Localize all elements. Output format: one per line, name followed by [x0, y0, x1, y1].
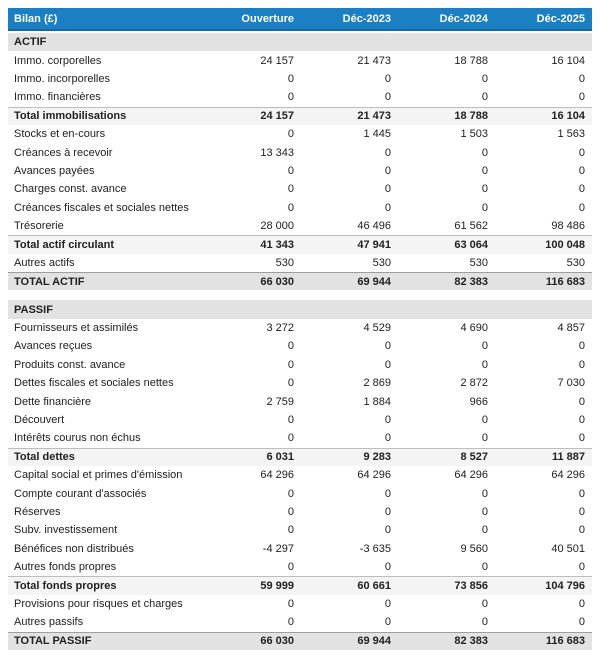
cell-value: 69 944	[357, 635, 391, 648]
cell-value: 0	[384, 183, 391, 196]
cell-value: -3 635	[359, 542, 391, 555]
cell-value: 82 383	[454, 635, 488, 648]
table-row	[8, 613, 592, 631]
cell-value: 530	[469, 256, 488, 269]
cell-value: 0	[481, 616, 488, 629]
cell-value: 66 030	[260, 635, 294, 648]
row-label: Immo. incorporelles	[14, 72, 110, 85]
cell-value: 0	[287, 128, 294, 141]
cell-value: 0	[481, 561, 488, 574]
cell-value: 104 796	[545, 580, 585, 593]
cell-value: 0	[578, 616, 585, 629]
row-label: Provisions pour risques et charges	[14, 597, 183, 610]
table-row	[8, 143, 592, 161]
cell-value: 0	[287, 524, 294, 537]
cell-value: 0	[287, 377, 294, 390]
cell-value: 0	[578, 597, 585, 610]
table-row	[8, 632, 592, 650]
section-header-row	[8, 33, 592, 51]
cell-value: 0	[578, 340, 585, 353]
table-row	[8, 429, 592, 447]
table-row	[8, 217, 592, 235]
cell-value: 0	[481, 432, 488, 445]
table-row	[8, 448, 592, 466]
table-row	[8, 484, 592, 502]
cell-value: 0	[384, 72, 391, 85]
table-row	[8, 70, 592, 88]
table-row	[8, 392, 592, 410]
row-label: Intérêts courus non échus	[14, 432, 141, 445]
table-row	[8, 411, 592, 429]
table-row	[8, 88, 592, 106]
cell-value: -4 297	[262, 542, 294, 555]
cell-value: 0	[384, 91, 391, 104]
cell-value: 0	[578, 395, 585, 408]
cell-value: 0	[384, 524, 391, 537]
row-label: Total fonds propres	[14, 580, 117, 593]
cell-value: 0	[287, 597, 294, 610]
table-row	[8, 521, 592, 539]
cell-value: 0	[384, 146, 391, 159]
cell-value: 4 857	[557, 322, 585, 335]
cell-value: 0	[384, 616, 391, 629]
cell-value: 24 157	[260, 110, 294, 123]
cell-value: 4 690	[460, 322, 488, 335]
cell-value: 13 343	[260, 146, 294, 159]
cell-value: 0	[578, 201, 585, 214]
cell-value: 21 473	[357, 110, 391, 123]
cell-value: 11 887	[551, 451, 585, 464]
cell-value: 0	[384, 505, 391, 518]
cell-value: 0	[287, 616, 294, 629]
cell-value: 41 343	[260, 238, 294, 251]
cell-value: 0	[384, 340, 391, 353]
row-label: Bénéfices non distribués	[14, 542, 134, 555]
cell-value: 0	[578, 487, 585, 500]
cell-value: 0	[481, 597, 488, 610]
table-row	[8, 107, 592, 125]
row-label: Créances à recevoir	[14, 146, 113, 159]
table-row	[8, 180, 592, 198]
cell-value: 0	[481, 146, 488, 159]
cell-value: 69 944	[357, 275, 391, 288]
cell-value: 0	[481, 524, 488, 537]
cell-value: 0	[287, 164, 294, 177]
table-row	[8, 503, 592, 521]
table-row	[8, 374, 592, 392]
row-label: Découvert	[14, 414, 65, 426]
cell-value: 0	[578, 432, 585, 445]
cell-value: 0	[481, 487, 488, 500]
cell-value: 3 272	[266, 322, 294, 335]
cell-value: 0	[287, 340, 294, 353]
row-label: Autres actifs	[14, 256, 75, 269]
row-label: Dettes fiscales et sociales nettes	[14, 377, 174, 390]
table-row	[8, 272, 592, 290]
cell-value: 0	[384, 358, 391, 371]
table-body	[8, 33, 592, 650]
row-label: Dette financière	[14, 395, 92, 408]
table-row	[8, 235, 592, 253]
cell-value: 0	[578, 505, 585, 518]
cell-value: 82 383	[454, 275, 488, 288]
cell-value: 0	[578, 146, 585, 159]
cell-value: 116 683	[545, 635, 585, 648]
cell-value: 1 563	[557, 128, 585, 141]
cell-value: 9 283	[363, 451, 391, 464]
row-label: PASSIF	[14, 303, 53, 316]
table-header-row	[8, 8, 592, 31]
cell-value: 0	[384, 164, 391, 177]
row-label: TOTAL PASSIF	[14, 635, 92, 648]
cell-value: 0	[287, 487, 294, 500]
cell-value: 40 501	[551, 542, 585, 555]
cell-value: 2 759	[266, 395, 294, 408]
cell-value: 0	[287, 91, 294, 104]
cell-value: 0	[578, 561, 585, 574]
row-label: Réserves	[14, 505, 61, 518]
cell-value: 47 941	[357, 238, 391, 251]
cell-value: 18 788	[454, 110, 488, 123]
row-label: Avances reçues	[14, 340, 93, 353]
cell-value: 0	[578, 72, 585, 85]
cell-value: 60 661	[357, 580, 391, 593]
cell-value: 2 872	[460, 377, 488, 390]
cell-value: 0	[287, 414, 294, 426]
cell-value: 0	[384, 487, 391, 500]
cell-value: 0	[384, 414, 391, 426]
row-label: Trésorerie	[14, 220, 64, 233]
cell-value: 116 683	[545, 275, 585, 288]
section-gap	[8, 290, 592, 298]
cell-value: 0	[287, 432, 294, 445]
row-label: Subv. investissement	[14, 524, 118, 537]
cell-value: 64 296	[357, 469, 391, 482]
row-label: TOTAL ACTIF	[14, 275, 85, 288]
cell-value: 0	[384, 432, 391, 445]
table-row	[8, 466, 592, 484]
cell-value: 0	[481, 414, 488, 426]
cell-value: 4 529	[363, 322, 391, 335]
row-label: Produits const. avance	[14, 358, 126, 371]
cell-value: 6 031	[266, 451, 294, 464]
table-row	[8, 162, 592, 180]
row-label: Immo. financières	[14, 91, 101, 104]
table-row	[8, 576, 592, 594]
row-label: Total dettes	[14, 451, 75, 464]
cell-value: 66 030	[260, 275, 294, 288]
cell-value: 0	[287, 183, 294, 196]
cell-value: 1 503	[460, 128, 488, 141]
cell-value: 0	[481, 183, 488, 196]
cell-value: 73 856	[454, 580, 488, 593]
row-label: Immo. corporelles	[14, 54, 102, 67]
cell-value: 0	[481, 201, 488, 214]
table-row	[8, 540, 592, 558]
table-row	[8, 356, 592, 374]
cell-value: 1 884	[363, 395, 391, 408]
cell-value: 0	[287, 505, 294, 518]
cell-value: 8 527	[460, 451, 488, 464]
cell-value: 0	[287, 201, 294, 214]
row-label: Charges const. avance	[14, 183, 127, 196]
header-title: Bilan (£)	[14, 12, 58, 25]
cell-value: 0	[287, 561, 294, 574]
cell-value: 0	[481, 72, 488, 85]
table-row	[8, 558, 592, 576]
cell-value: 7 030	[557, 377, 585, 390]
cell-value: 16 104	[551, 110, 585, 123]
cell-value: 64 296	[454, 469, 488, 482]
cell-value: 61 562	[454, 220, 488, 233]
cell-value: 0	[578, 358, 585, 371]
cell-value: 21 473	[357, 54, 391, 67]
row-label: Fournisseurs et assimilés	[14, 322, 139, 335]
row-label: Compte courant d'associés	[14, 487, 147, 500]
cell-value: 0	[481, 340, 488, 353]
cell-value: 9 560	[460, 542, 488, 555]
cell-value: 530	[566, 256, 585, 269]
cell-value: 0	[384, 561, 391, 574]
cell-value: 0	[481, 91, 488, 104]
cell-value: 1 445	[363, 128, 391, 141]
table-row	[8, 319, 592, 337]
cell-value: 2 869	[363, 377, 391, 390]
row-label: Capital social et primes d'émission	[14, 469, 183, 482]
table-row	[8, 595, 592, 613]
cell-value: 59 999	[260, 580, 294, 593]
cell-value: 0	[384, 597, 391, 610]
table-row	[8, 337, 592, 355]
cell-value: 0	[287, 72, 294, 85]
cell-value: 16 104	[551, 54, 585, 67]
cell-value: 63 064	[454, 238, 488, 251]
row-label: ACTIF	[14, 36, 47, 49]
table-row	[8, 199, 592, 217]
header-col-dec-2025: Déc-2025	[536, 12, 585, 25]
table-row	[8, 254, 592, 272]
balance-sheet-table	[8, 8, 592, 650]
cell-value: 0	[384, 201, 391, 214]
cell-value: 0	[481, 358, 488, 371]
cell-value: 64 296	[260, 469, 294, 482]
cell-value: 966	[469, 395, 488, 408]
header-col-dec-2023: Déc-2023	[342, 12, 391, 25]
cell-value: 0	[578, 164, 585, 177]
cell-value: 46 496	[357, 220, 391, 233]
cell-value: 0	[481, 505, 488, 518]
cell-value: 24 157	[260, 54, 294, 67]
cell-value: 530	[372, 256, 391, 269]
header-col-dec-2024: Déc-2024	[439, 12, 488, 25]
cell-value: 0	[578, 524, 585, 537]
section-header-row	[8, 300, 592, 318]
cell-value: 530	[275, 256, 294, 269]
row-label: Total immobilisations	[14, 110, 127, 123]
table-row	[8, 51, 592, 69]
row-label: Avances payées	[14, 164, 95, 177]
cell-value: 64 296	[551, 469, 585, 482]
cell-value: 0	[578, 414, 585, 426]
table-row	[8, 125, 592, 143]
row-label: Autres passifs	[14, 616, 84, 629]
header-col-ouverture: Ouverture	[241, 12, 294, 25]
cell-value: 28 000	[260, 220, 294, 233]
cell-value: 0	[578, 183, 585, 196]
row-label: Créances fiscales et sociales nettes	[14, 201, 189, 214]
cell-value: 0	[287, 358, 294, 371]
row-label: Autres fonds propres	[14, 561, 117, 574]
cell-value: 18 788	[454, 54, 488, 67]
cell-value: 100 048	[545, 238, 585, 251]
cell-value: 98 486	[551, 220, 585, 233]
row-label: Total actif circulant	[14, 238, 115, 251]
cell-value: 0	[578, 91, 585, 104]
row-label: Stocks et en-cours	[14, 128, 106, 141]
cell-value: 0	[481, 164, 488, 177]
